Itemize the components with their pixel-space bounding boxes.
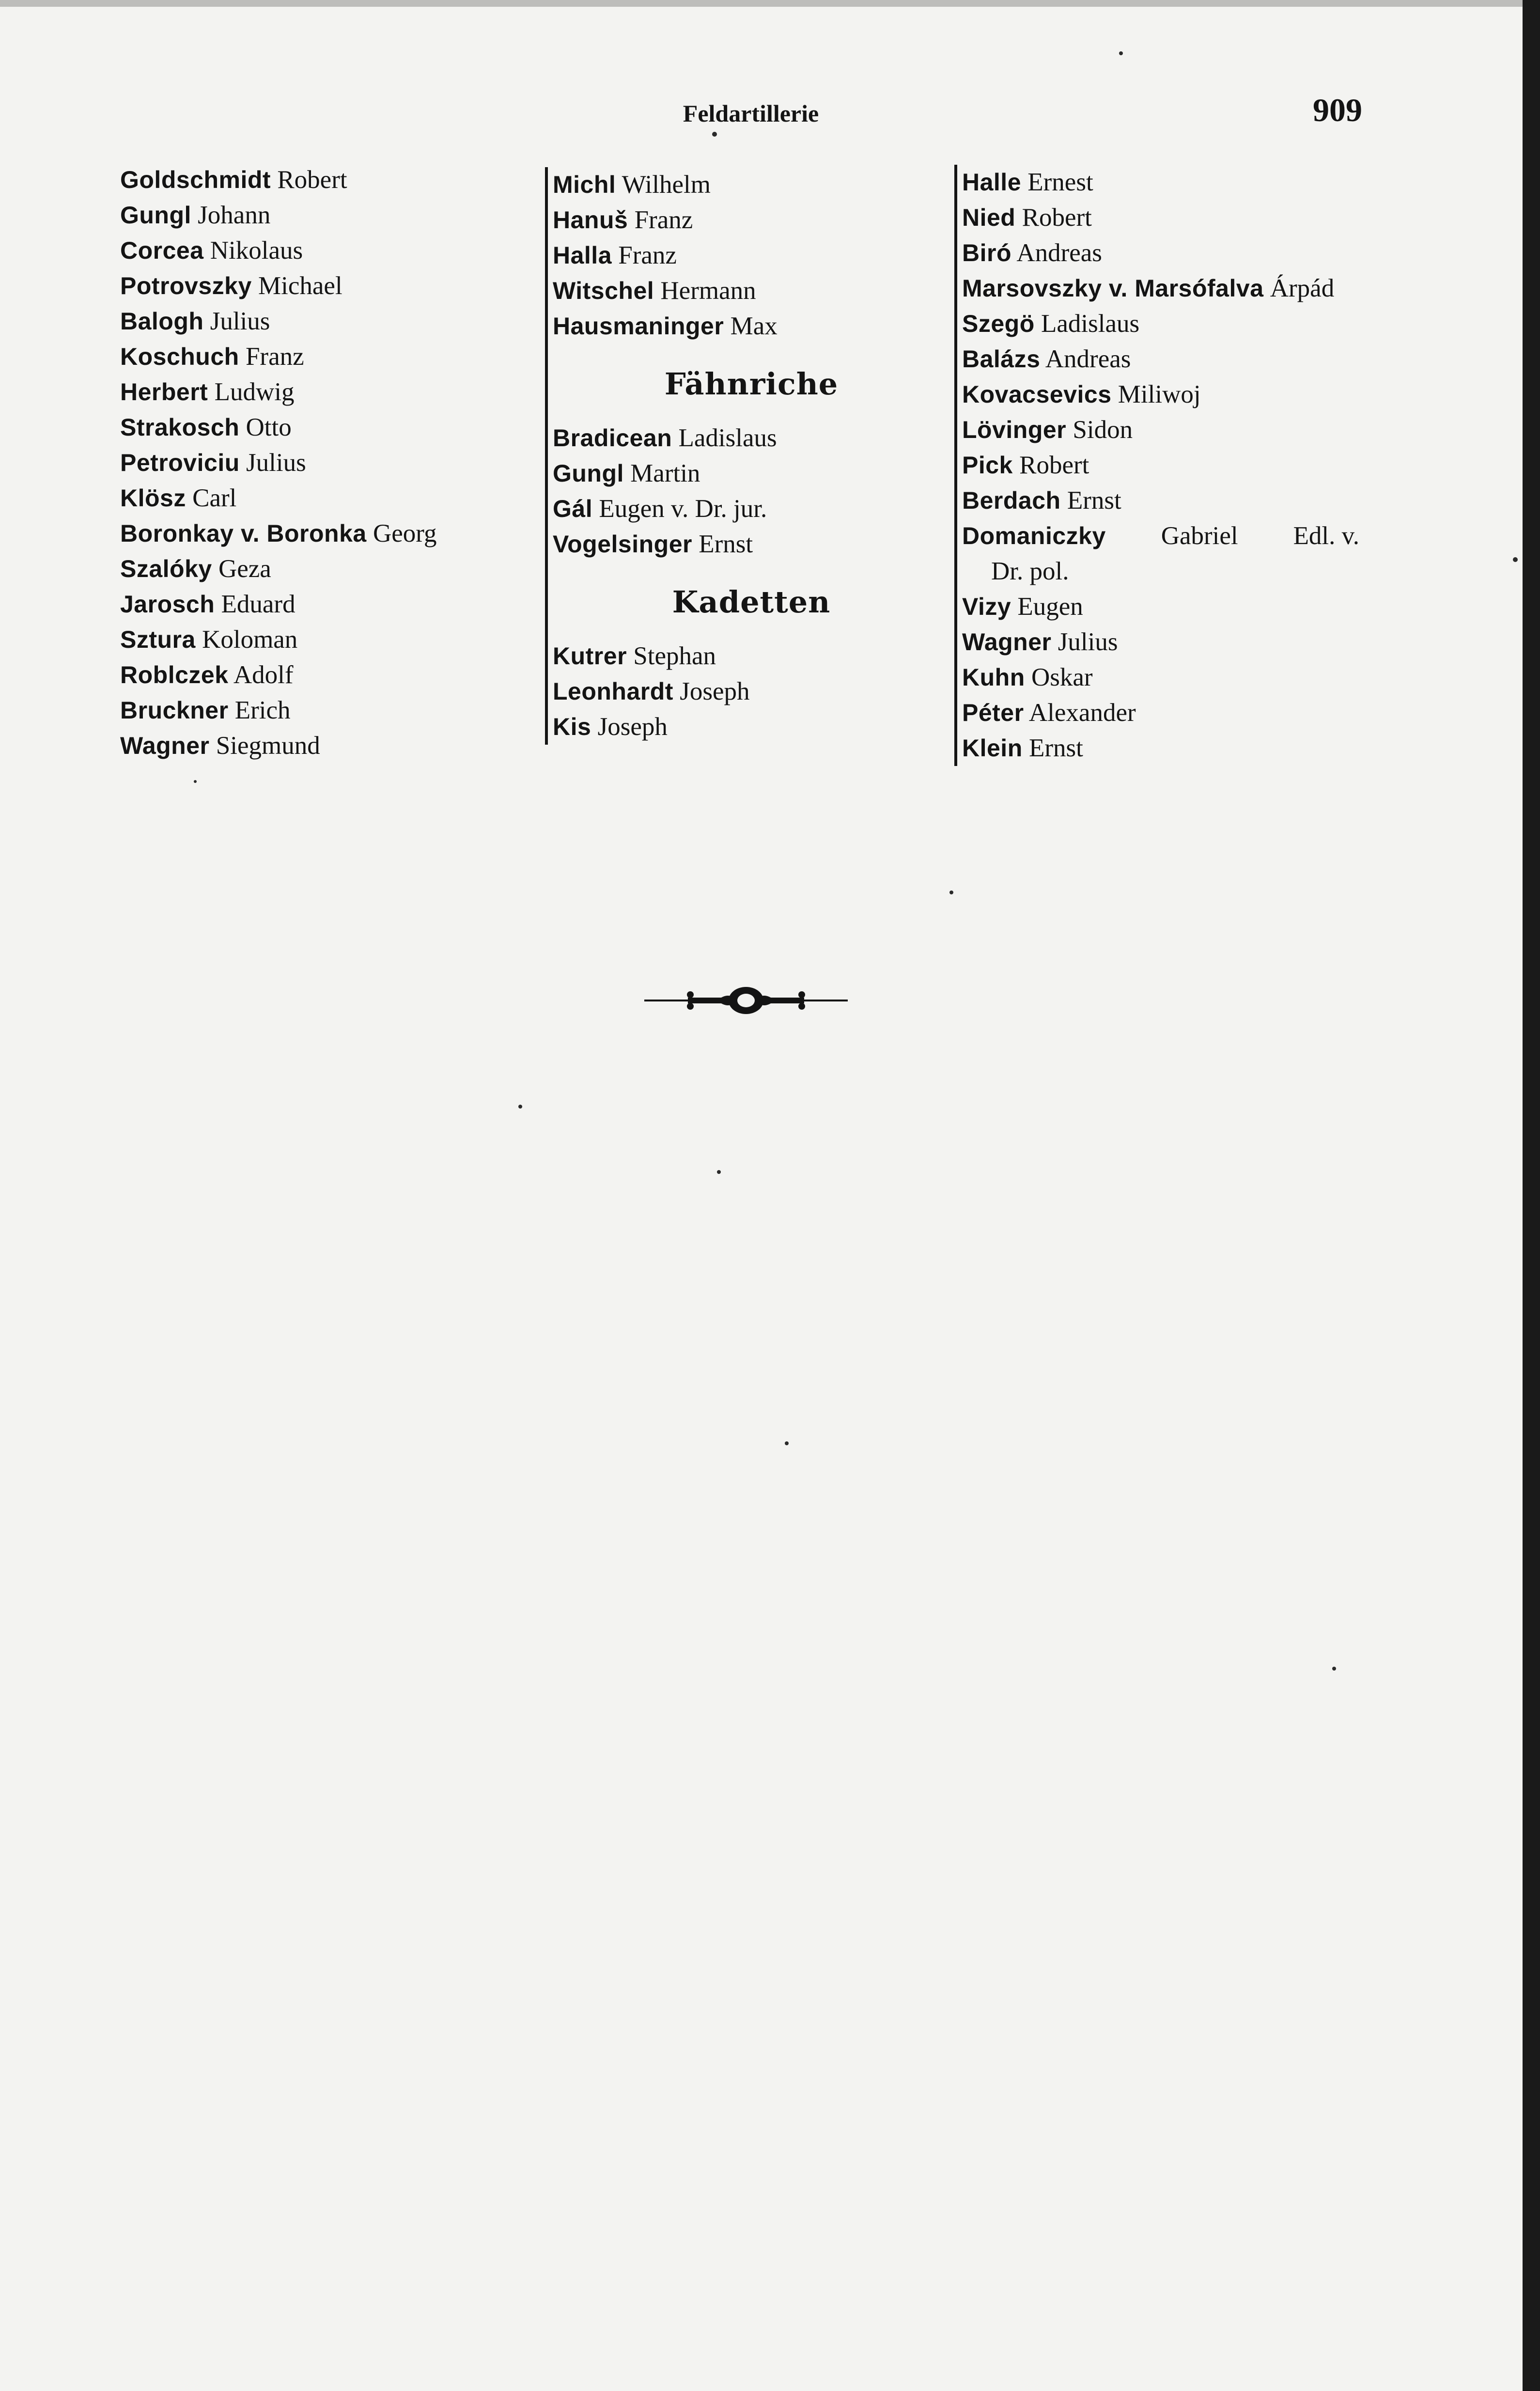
list-item: Bradicean Ladislaus	[553, 424, 777, 452]
list-item: Vogelsinger Ernst	[553, 530, 753, 558]
list-item: Klein Ernst	[962, 734, 1083, 762]
list-item: Szegö Ladislaus	[962, 310, 1140, 338]
list-item: Hanuš Franz	[553, 206, 693, 234]
list-item: Bruckner Erich	[120, 696, 291, 724]
list-item: Wagner Siegmund	[120, 732, 320, 760]
list-item: Hausmaninger Max	[553, 312, 778, 340]
column-1	[120, 162, 532, 764]
list-item: Halle Ernest	[962, 168, 1093, 196]
list-item: Goldschmidt Robert	[120, 166, 347, 194]
scan-speck	[717, 1170, 721, 1174]
list-item: Kuhn Oskar	[962, 663, 1093, 691]
scan-speck	[1513, 557, 1518, 562]
list-item: Domaniczky Gabriel Edl. v.	[962, 522, 1359, 550]
scan-top-edge	[0, 0, 1540, 7]
list-item: Klösz Carl	[120, 484, 237, 512]
list-item: Sztura Koloman	[120, 625, 298, 654]
running-head: Feldartillerie	[683, 100, 819, 127]
list-item: Strakosch Otto	[120, 413, 292, 441]
list-item: Nied Robert	[962, 203, 1092, 232]
list-item: Boronkay v. Boronka Georg	[120, 519, 437, 547]
list-item: Potrovszky Michael	[120, 272, 342, 300]
column-3	[954, 165, 1388, 766]
list-item: Wagner Julius	[962, 628, 1118, 656]
list-item: Marsovszky v. Marsófalva Árpád	[962, 274, 1335, 302]
list-item: Michl Wilhelm	[553, 171, 711, 199]
list-item: Péter Alexander	[962, 699, 1136, 727]
list-item: Gál Eugen v. Dr. jur.	[553, 495, 767, 523]
list-item: Halla Franz	[553, 241, 677, 269]
list-item: Herbert Ludwig	[120, 378, 295, 406]
scan-speck	[1332, 1667, 1336, 1671]
scan-speck	[518, 1105, 522, 1109]
list-item: Balázs Andreas	[962, 345, 1131, 373]
section-heading-kadetten: Kadetten	[672, 584, 831, 620]
list-item: Biró Andreas	[962, 239, 1102, 267]
list-item: Leonhardt Joseph	[553, 677, 750, 705]
list-item: Berdach Ernst	[962, 486, 1121, 515]
list-item: Kovacsevics Miliwoj	[962, 380, 1201, 408]
list-item: Witschel Hermann	[553, 277, 756, 305]
page-number: 909	[1313, 92, 1362, 128]
list-item: Petroviciu Julius	[120, 449, 306, 477]
list-item: Koschuch Franz	[120, 343, 304, 371]
list-item: Gungl Johann	[120, 201, 271, 229]
list-item: Balogh Julius	[120, 307, 270, 335]
list-item: Pick Robert	[962, 451, 1089, 479]
list-item: Kutrer Stephan	[553, 642, 716, 670]
scan-speck	[785, 1441, 789, 1445]
scan-right-edge	[1523, 0, 1540, 2391]
scan-speck	[712, 132, 717, 137]
list-item-continuation: Dr. pol.	[991, 557, 1069, 585]
scan-speck	[194, 780, 197, 783]
list-item: Gungl Martin	[553, 459, 700, 487]
list-item: Jarosch Eduard	[120, 590, 296, 618]
list-item: Lövinger Sidon	[962, 416, 1133, 444]
ornament-divider-icon	[644, 976, 848, 1025]
list-item: Corcea Nikolaus	[120, 236, 303, 265]
section-heading-fahnriche: Fähnriche	[664, 366, 839, 402]
scan-speck	[1119, 51, 1123, 55]
list-item: Roblczek Adolf	[120, 661, 294, 689]
scan-speck	[949, 891, 953, 894]
list-item: Vizy Eugen	[962, 593, 1083, 621]
list-item: Kis Joseph	[553, 713, 668, 741]
column-2	[545, 167, 950, 745]
list-item: Szalóky Geza	[120, 555, 271, 583]
